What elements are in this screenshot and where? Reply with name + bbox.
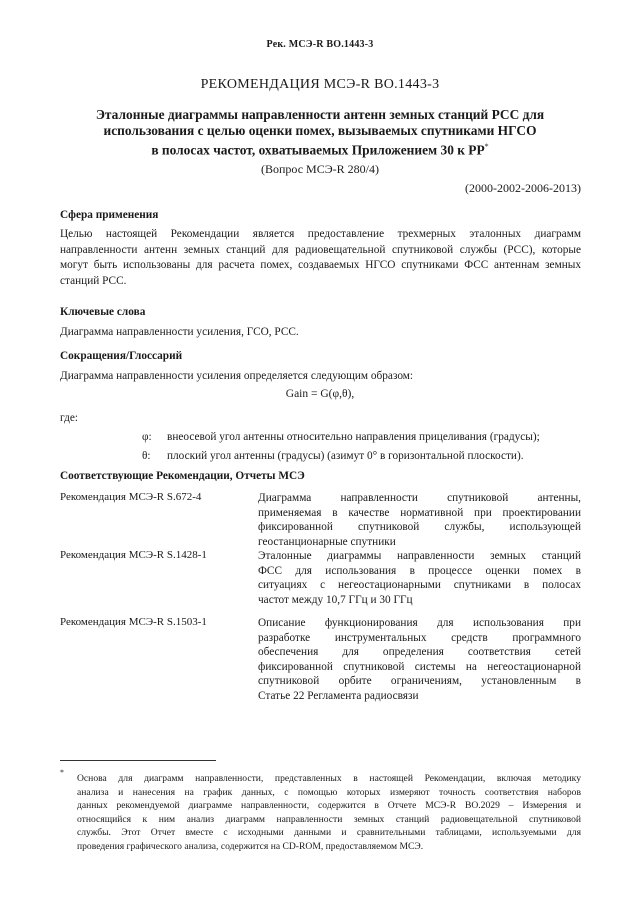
related-item-name: Рекомендация МСЭ-R S.1428-1 bbox=[60, 549, 207, 561]
definition-text-phi: внеосевой угол антенны относительно направления прицеливания (градусы); bbox=[167, 431, 540, 443]
footnote-line: относящийся к ним анализ диаграмм направленности земных станций радиовещательной спутниковой bbox=[77, 813, 581, 825]
description-line: спутниковой орбите ограничениям, установленным в bbox=[258, 675, 581, 687]
scope-line: могут быть использованы для расчета помех, создаваемых НГСО спутниками ФСС антеннам земных bbox=[60, 259, 581, 271]
footnote-line: проведения графического анализа, содержится на CD-ROM, предоставляемом МСЭ. bbox=[77, 840, 424, 852]
definition-symbol-phi: φ: bbox=[142, 431, 152, 443]
title-line: в полосах частот, охватываемых Приложением 30 к РР* bbox=[151, 142, 489, 158]
where-label: где: bbox=[60, 412, 78, 424]
scope-heading: Сфера применения bbox=[60, 209, 159, 221]
description-line: применяемая в качестве нормативной при проектировании bbox=[258, 506, 581, 519]
footnote-line: Основа для диаграмм направленности, представленных в настоящей Рекомендации, включая методику bbox=[77, 773, 581, 784]
description-line: разработке инструментальных средств программного bbox=[258, 631, 581, 644]
footnote-line: службы. Этот Отчет вместе с исходными данными и сравнительными таблицами, используемыми для bbox=[77, 827, 581, 839]
related-item-description bbox=[258, 616, 581, 703]
definition-symbol-theta: θ: bbox=[142, 450, 151, 462]
title-line: использования с целью оценки помех, вызываемых спутниками НГСО bbox=[103, 123, 537, 138]
footnote-separator bbox=[60, 760, 216, 761]
description-line: геостанционарные спутники bbox=[258, 535, 396, 548]
description-line: обеспечения для определения соответствия сетей bbox=[258, 646, 581, 658]
title-line: Эталонные диаграммы направленности антенн земных станций РСС для bbox=[95, 107, 545, 122]
description-line: частот между 10,7 ГГц и 30 ГГц bbox=[258, 593, 413, 606]
related-item-name: Рекомендация МСЭ-R S.672-4 bbox=[60, 491, 202, 503]
description-line: ситуациях с негеостационарными спутниками в полосах bbox=[258, 579, 581, 591]
description-line: фиксированной спутниковой службы, использующей bbox=[258, 521, 581, 533]
description-line: Статье 22 Регламента радиосвязи bbox=[258, 689, 419, 702]
description-line: фиксированной спутниковой системы на негеостационарной bbox=[258, 660, 581, 673]
gain-formula: Gain = G(φ,θ), bbox=[285, 388, 355, 400]
scope-line: станций РСС. bbox=[60, 274, 127, 287]
question-reference: (Вопрос МСЭ-R 280/4) bbox=[261, 162, 379, 176]
related-item-description bbox=[258, 491, 581, 549]
scope-line: Целью настоящей Рекомендации является предоставление трехмерных эталонных диаграмм bbox=[60, 228, 581, 240]
footnote-reference[interactable]: * bbox=[484, 142, 489, 151]
related-item-description bbox=[258, 549, 581, 607]
recommendation-title bbox=[60, 107, 580, 158]
keywords-heading: Ключевые слова bbox=[60, 306, 146, 318]
approval-dates: (2000-2002-2006-2013) bbox=[465, 181, 581, 195]
footnote-line: данных рекомендуемой диаграмме направленности, содержится в Отчете МСЭ-R BO.2029 – Измерения и bbox=[77, 800, 581, 812]
description-line: Описание функционирования для использования при bbox=[258, 617, 581, 629]
glossary-heading: Сокращения/Глоссарий bbox=[60, 350, 183, 362]
glossary-intro: Диаграмма направленности усиления определяется следующим образом: bbox=[60, 370, 414, 382]
footnote-mark: * bbox=[60, 768, 64, 777]
description-line: Диаграмма направленности спутниковой антенны, bbox=[258, 492, 581, 504]
keywords-text: Диаграмма направленности усиления, ГСО, РСС. bbox=[60, 326, 299, 338]
related-heading: Соответствующие Рекомендации, Отчеты МСЭ bbox=[60, 470, 305, 482]
recommendation-number: РЕКОМЕНДАЦИЯ МСЭ-R BO.1443-3 bbox=[200, 77, 440, 92]
related-item-name: Рекомендация МСЭ-R S.1503-1 bbox=[60, 616, 207, 628]
definition-text-theta: плоский угол антенны (градусы) (азимут 0° в горизонтальной плоскости). bbox=[167, 450, 524, 462]
footnote-text bbox=[77, 772, 581, 854]
scope-line: направленности антенн земных станций для радиовещательной спутниковой службы (РСС), которые bbox=[60, 243, 581, 256]
scope-paragraph bbox=[60, 227, 581, 289]
footnote-line: анализа и нанесения на график данных, с помощью которых измеряют точность соответствия наборов bbox=[77, 786, 581, 798]
description-line: Эталонные диаграммы направленности земных станций bbox=[258, 550, 581, 562]
running-header: Рек. МСЭ-R BO.1443-3 bbox=[266, 39, 374, 50]
description-line: ФСС для использования в процессе оценки помех в bbox=[258, 564, 581, 577]
